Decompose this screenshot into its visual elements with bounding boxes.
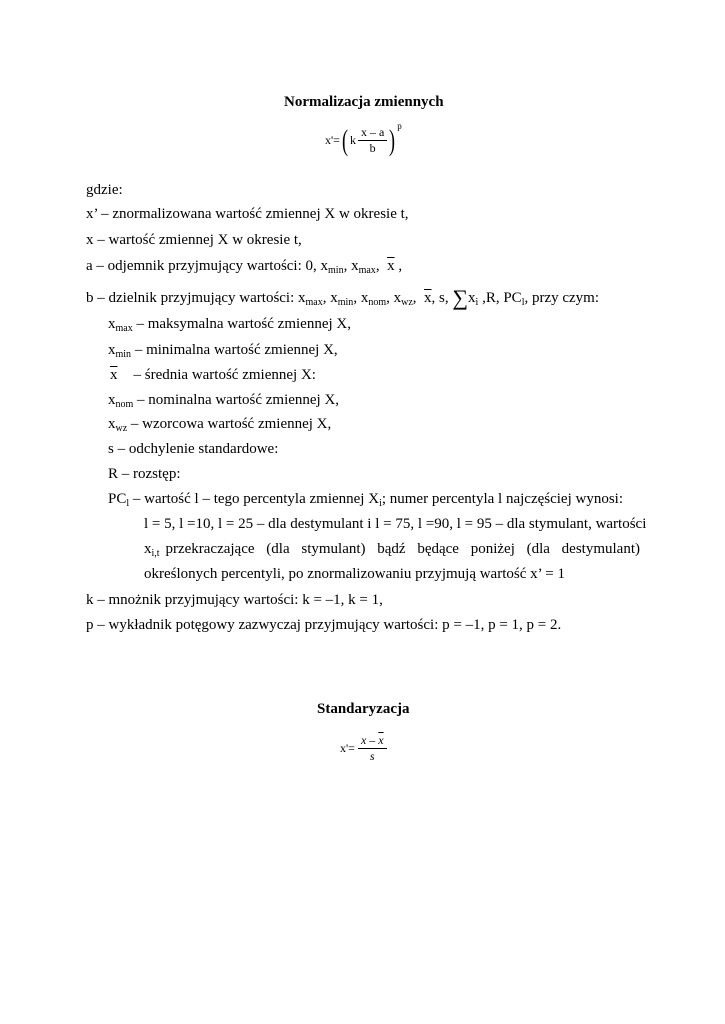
x-bar: $\overline{x}$ <box>387 258 395 274</box>
right-paren: ) <box>389 123 396 157</box>
sub-max: max <box>305 297 323 308</box>
formula-lhs: x'= <box>325 133 340 147</box>
sub-max: max <box>358 265 376 276</box>
gdzie-label: gdzie: <box>86 182 123 198</box>
normalization-formula <box>325 121 402 157</box>
s-text: , s, <box>431 290 449 306</box>
x-i: x <box>468 290 476 306</box>
def-a-text: a – odjemnik przyjmujący wartości: 0, x <box>86 258 329 274</box>
formula-k: k <box>349 133 356 147</box>
sub-nom: nom <box>368 297 387 308</box>
desc-r: R – rozstęp: <box>108 466 181 482</box>
def-x: x – wartość zmiennej X w okresie t, <box>86 232 302 248</box>
sub-min: min <box>337 297 354 308</box>
def-a: a – odjemnik przyjmujący wartości: 0, $x_{min}$, $x_{max}$, $\overline{x}$ , <box>86 258 403 276</box>
fraction-numerator: x – $\overline{x}$ <box>358 733 387 749</box>
sub-l: l <box>521 297 525 308</box>
def-p: p – wykładnik potęgowy zazwyczaj przyjmujący wartości: p = –1, p = 1, p = 2. <box>86 617 562 633</box>
percentile-line-1: l = 5, l =10, l = 25 – dla destymulant i l = 75, l =90, l = 95 – dla stymulant, wartości <box>144 516 647 532</box>
przy-czym-text: , przy czym: <box>524 290 600 306</box>
sub-min: min <box>328 265 344 276</box>
def-b-text: b – dzielnik przyjmujący wartości: x <box>86 290 306 306</box>
percentile-line-3: określonych percentyli, po znormalizowaniu przyjmują wartość x’ = 1 <box>144 566 565 582</box>
desc-s: s – odchylenie standardowe: <box>108 441 279 457</box>
standardization-formula <box>340 733 387 764</box>
percentile-line-2-text: przekraczające (dla stymulant) bądź będące poniżej (dla destymulant) <box>165 541 640 557</box>
desc-pc: $PC_l$ – wartość l – tego percentyla zmiennej $X_i$; numer percentyla l najczęściej wynosi: <box>108 491 624 509</box>
desc-xmax: $x_{max}$ – maksymalna wartość zmiennej X, <box>108 316 351 334</box>
def-k: k – mnożnik przyjmujący wartości: k = –1, k = 1, <box>86 592 383 608</box>
r-pc-text: ,R, PC <box>482 290 522 306</box>
fraction-numerator: x – a <box>358 125 387 141</box>
fraction-denominator: b <box>369 141 376 155</box>
desc-xnom: $x_{nom}$ – nominalna wartość zmiennej X, <box>108 392 340 410</box>
sub-i: i <box>475 297 479 308</box>
x-it: $x_{i,t}$ <box>144 541 160 559</box>
percentile-line-2 <box>144 541 640 558</box>
formula-exponent: p <box>397 121 402 131</box>
desc-xbar: $\overline{x}$ – średnia wartość zmiennej X: <box>110 367 316 383</box>
def-b: b – dzielnik przyjmujący wartości: $x_{max}$, $x_{min}$, $x_{nom}$, $x_{wz}$, $\overline{x}$, s, $\sum x_i$ ,R, $PC_l$, przy czym: <box>86 285 600 310</box>
x-bar: $\overline{x}$ <box>424 290 432 306</box>
section-title-standardization: Standaryzacja <box>317 701 410 717</box>
sub-wz: wz <box>401 297 413 308</box>
sum-symbol: ∑ <box>452 285 469 310</box>
formula-fraction <box>358 733 387 764</box>
desc-xmin: $x_{min}$ – minimalna wartość zmiennej X, <box>108 342 338 360</box>
desc-xwz: $x_{wz}$ – wzorcowa wartość zmiennej X, <box>108 416 332 434</box>
fraction-denominator: s <box>369 749 375 763</box>
left-paren: ( <box>341 123 348 157</box>
def-x-prime: x’ – znormalizowana wartość zmiennej X w okresie t, <box>86 206 409 222</box>
formula-fraction <box>358 125 387 156</box>
formula-lhs: x'= <box>340 741 355 755</box>
section-title-normalization: Normalizacja zmiennych <box>284 94 444 110</box>
